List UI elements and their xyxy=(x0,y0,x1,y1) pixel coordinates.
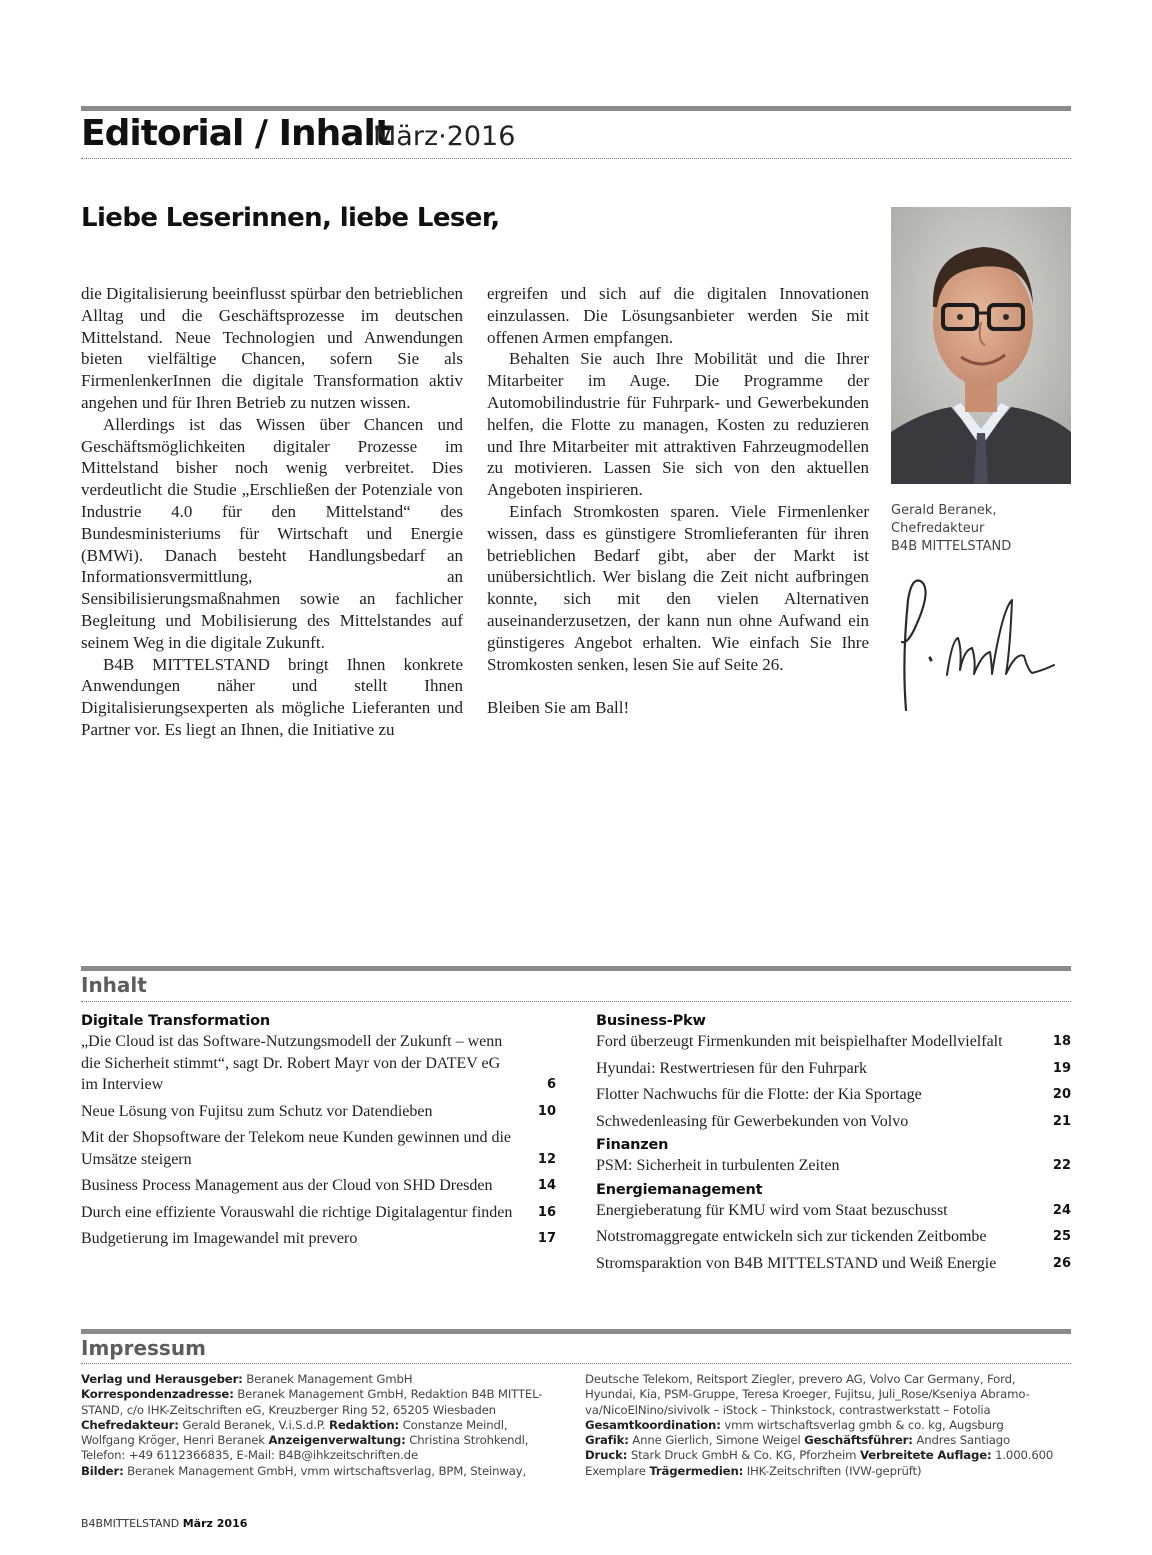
editorial-column-right xyxy=(487,283,869,719)
impressum-text: Beranek Management GmbH xyxy=(242,1372,413,1386)
author-photo xyxy=(891,207,1071,484)
editorial-paragraph: B4B MITTELSTAND bringt Ihnen konkrete Anwendungen näher und stellt Ihnen Digitalisierungsexperten als mögliche Lieferanten und Partner vor. Es liegt an Ihnen, die Initiative zu xyxy=(81,654,463,739)
toc-entry-title: PSM: Sicherheit in turbulenten Zeiten xyxy=(596,1157,840,1174)
toc-category: Energiemanagement xyxy=(596,1181,763,1198)
impressum-text: Hyundai, Kia, PSM-Gruppe, Teresa Kroeger, Fujitsu, Juli_Rose/Kseniya Abramo- xyxy=(585,1387,1030,1402)
impressum-text: Exemplare xyxy=(585,1463,650,1478)
toc-entry-title: Durch eine effiziente Vorauswahl die richtige Digitalagentur finden xyxy=(81,1203,513,1221)
toc-entry xyxy=(596,1111,1071,1133)
footer-issue: März 2016 xyxy=(182,1517,248,1530)
impressum-text: Deutsche Telekom, Reitsport Ziegler, prevero AG, Volvo Car Germany, Ford, xyxy=(585,1372,1016,1386)
portrait-image xyxy=(891,207,1071,484)
impressum-label: Verbreitete Auflage: xyxy=(859,1448,992,1463)
impressum-line xyxy=(585,1418,1067,1433)
impressum-label: Verlag und Herausgeber: xyxy=(81,1372,243,1386)
toc-entry xyxy=(596,1253,1071,1275)
impressum-text: Beranek Management GmbH, Redaktion B4B MITTEL- xyxy=(233,1387,543,1402)
editorial-paragraph: Allerdings ist das Wissen über Chancen und Geschäftsmöglichkeiten digitaler Prozesse im Mittelstand bisher noch wenig verbreitet. Dies verdeutlicht die Studie „Erschließen der Potenziale von Industrie 4.0 für den Mittelstand“ des Bundesministeriums für Wirtschaft und Energie (BMWi). Danach besteht Handlungsbedarf an Informationsvermittlung, an Sensibilisierungsmaßnahmen sowie an fachlicher Begleitung und Mobilisierung des Mittelstandes auf seinem Weg in die digitale Zukunft. xyxy=(81,414,463,652)
toc-entry-page: 26 xyxy=(1052,1255,1071,1271)
page-title: Editorial / Inhalt xyxy=(81,113,392,154)
toc-category: Finanzen xyxy=(596,1137,669,1153)
impressum-label: Chefredakteur: xyxy=(81,1417,179,1432)
impressum-text: Christina Strohkendl, xyxy=(405,1433,529,1448)
editorial-closing: Bleiben Sie am Ball! xyxy=(487,698,630,718)
impressum-label: Anzeigenverwaltung: xyxy=(268,1433,406,1448)
impressum-label: Trägermedien: xyxy=(649,1463,744,1478)
impressum-line xyxy=(585,1433,1067,1448)
toc-entry xyxy=(596,1226,1071,1248)
toc-entry-title: „Die Cloud ist das Software-Nutzungsmodell der Zukunft – wenn die Sicherheit stimmt“, sagt Dr. Robert Mayr von der DATEV eG im Interview xyxy=(81,1033,503,1093)
photo-caption xyxy=(891,502,1011,556)
toc-entry-title: Business Process Management aus der Cloud von SHD Dresden xyxy=(81,1177,493,1194)
impressum-line xyxy=(81,1403,563,1418)
editorial-paragraph: Einfach Stromkosten sparen. Viele Firmenlenker wissen, dass es günstigere Stromlieferanten für ihren betrieblichen Bedarf gibt, aber der Markt ist unübersichtlich. Wer bislang die Zeit nicht aufbringen konnte, sich mit den vielen Alternativen auseinanderzusetzen, der kann nun ohne Aufwand ein günstigeres Angebot erhalten. Wie einfach Sie Ihre Stromkosten senken, lesen Sie auf Seite 26. xyxy=(487,501,869,674)
editorial-paragraph: ergreifen und sich auf die digitalen Innovationen einzulassen. Die Lösungsanbieter werden Sie mit offenen Armen empfangen. xyxy=(487,284,869,347)
toc-top-rule xyxy=(81,966,1071,971)
editorial-paragraph: die Digitalisierung beeinflusst spürbar den betrieblichen Alltag und die Geschäftsprozesse im deutschen Mittelstand. Neue Technologien und Anwendungen bieten vielfältige Chancen, sofern Sie als FirmenlenkerInnen die digitale Transformation aktiv angehen und für Ihren Betrieb zu nutzen wissen. xyxy=(81,284,463,412)
impressum-text: STAND, c/o IHK-Zeitschriften eG, Kreuzberger Ring 52, 65205 Wiesbaden xyxy=(81,1402,496,1417)
impressum-top-rule xyxy=(81,1329,1071,1334)
toc-entry-title: Schwedenleasing für Gewerbekunden von Volvo xyxy=(596,1112,909,1130)
header-dotted-rule xyxy=(81,158,1071,159)
impressum-text: IHK-Zeitschriften (IVW-geprüft) xyxy=(743,1463,922,1478)
impressum-label: Bilder: xyxy=(81,1463,124,1478)
impressum-heading: Impressum xyxy=(81,1336,206,1360)
toc-entry-title: Stromsparaktion von B4B MITTELSTAND und Weiß Energie xyxy=(596,1254,997,1272)
toc-entry xyxy=(81,1031,556,1096)
toc-entry-title: Flotter Nachwuchs für die Flotte: der Kia Sportage xyxy=(596,1086,922,1103)
impressum-line xyxy=(585,1464,1067,1479)
toc-entry-page: 17 xyxy=(537,1231,556,1246)
toc-entry-page: 16 xyxy=(537,1204,556,1220)
impressum-text: va/NicoElNino/sivivolk – iStock – Thinkstock, contrastwerkstatt – Fotolia xyxy=(585,1402,991,1417)
impressum-label: Gesamtkoordination: xyxy=(585,1417,721,1432)
toc-entry xyxy=(596,1058,1071,1080)
toc-entry-page: 12 xyxy=(537,1151,556,1167)
toc-category: Digitale Transformation xyxy=(81,1013,271,1029)
impressum-line xyxy=(81,1418,563,1433)
impressum-text: Andres Santiago xyxy=(912,1433,1011,1448)
impressum-label: Geschäftsführer: xyxy=(804,1433,913,1448)
toc-entry-page: 25 xyxy=(1052,1229,1071,1244)
page-footer xyxy=(81,1517,247,1530)
caption-name: Gerald Beranek, xyxy=(891,503,997,518)
impressum-line xyxy=(585,1448,1067,1463)
impressum-line xyxy=(81,1433,563,1448)
impressum-line xyxy=(81,1387,563,1402)
toc-entry xyxy=(81,1127,556,1170)
toc-entry-page: 18 xyxy=(1052,1034,1071,1049)
impressum-text: 1.000.600 xyxy=(991,1448,1054,1463)
impressum-text: Anne Gierlich, Simone Weigel xyxy=(628,1433,805,1448)
impressum-column-right xyxy=(585,1372,1067,1479)
impressum-line xyxy=(81,1448,563,1463)
header-top-rule xyxy=(81,106,1071,111)
editorial-column-left xyxy=(81,283,463,741)
caption-publication: B4B MITTELSTAND xyxy=(891,539,1012,554)
signature-image xyxy=(892,570,1062,720)
toc-entry-page: 19 xyxy=(1052,1060,1071,1076)
toc-entry-title: Energieberatung für KMU wird vom Staat bezuschusst xyxy=(596,1201,948,1219)
impressum-line xyxy=(585,1387,1067,1402)
impressum-text: Stark Druck GmbH & Co. KG, Pforzheim xyxy=(627,1448,860,1463)
toc-category: Business-Pkw xyxy=(596,1013,706,1029)
toc-entry-page: 21 xyxy=(1052,1113,1071,1129)
toc-entry xyxy=(81,1202,556,1224)
impressum-text: Gerald Beranek, V.i.S.d.P. xyxy=(178,1417,329,1432)
impressum-text: vmm wirtschaftsverlag gmbh & co. kg, Augsburg xyxy=(720,1417,1004,1432)
toc-entry-title: Mit der Shopsoftware der Telekom neue Kunden gewinnen und die Umsätze steigern xyxy=(81,1129,512,1168)
toc-entry-page: 6 xyxy=(546,1077,556,1092)
toc-entry xyxy=(596,1155,1071,1177)
toc-entry-page: 14 xyxy=(537,1178,556,1193)
toc-entry-page: 20 xyxy=(1052,1087,1071,1102)
toc-entry xyxy=(81,1101,556,1123)
toc-entry-title: Notstromaggregate entwickeln sich zur tickenden Zeitbombe xyxy=(596,1228,987,1245)
impressum-dotted-rule xyxy=(81,1363,1071,1364)
toc-entry-title: Neue Lösung von Fujitsu zum Schutz vor Datendieben xyxy=(81,1102,433,1120)
toc-entry xyxy=(596,1200,1071,1222)
toc-entry-title: Budgetierung im Imagewandel mit prevero xyxy=(81,1230,358,1247)
toc-entry-page: 22 xyxy=(1052,1158,1071,1173)
editorial-headline: Liebe Leserinnen, liebe Leser, xyxy=(81,203,500,233)
impressum-label: Redaktion: xyxy=(328,1417,400,1432)
impressum-line xyxy=(81,1372,563,1387)
toc-entry xyxy=(81,1175,556,1197)
toc-entry-page: 10 xyxy=(537,1103,556,1119)
toc-entry xyxy=(596,1031,1071,1053)
issue-date: März·2016 xyxy=(373,121,516,152)
toc-column-right xyxy=(596,1011,1071,1279)
toc-entry xyxy=(81,1228,556,1250)
toc-dotted-rule xyxy=(81,1001,1071,1002)
toc-entry-title: Hyundai: Restwertriesen für den Fuhrpark xyxy=(596,1059,868,1077)
toc-column-left xyxy=(81,1011,556,1255)
caption-role: Chefredakteur xyxy=(891,521,985,536)
impressum-label: Grafik: xyxy=(585,1433,629,1448)
impressum-label: Korrespondenzadresse: xyxy=(81,1387,234,1402)
editorial-paragraph: Behalten Sie auch Ihre Mobilität und die Ihrer Mitarbeiter im Auge. Die Programme der Automobilindustrie für Fuhrpark- und Gewerbekunden helfen, die Flotte zu managen, Kosten zu reduzieren und Ihre Mitarbeiter mit attraktiven Fahrzeugmodellen zu motivieren. Lassen Sie sich von den aktuellen Angeboten inspirieren. xyxy=(487,349,869,500)
impressum-label: Druck: xyxy=(585,1448,628,1463)
toc-entry-title: Ford überzeugt Firmenkunden mit beispielhafter Modellvielfalt xyxy=(596,1033,1003,1050)
toc-heading: Inhalt xyxy=(81,973,147,997)
impressum-text: Telefon: +49 6112366835, E-Mail: B4B@ihkzeitschriften.de xyxy=(81,1448,418,1463)
impressum-column-left xyxy=(81,1372,563,1479)
impressum-text: Wolfgang Kröger, Henri Beranek xyxy=(81,1433,269,1448)
impressum-line xyxy=(81,1464,563,1479)
impressum-line xyxy=(585,1372,1067,1387)
footer-brand: B4BMITTELSTAND xyxy=(81,1517,180,1530)
toc-entry-page: 24 xyxy=(1052,1202,1071,1218)
impressum-text: Beranek Management GmbH, vmm wirtschaftsverlag, BPM, Steinway, xyxy=(123,1463,527,1478)
impressum-line xyxy=(585,1403,1067,1418)
toc-entry xyxy=(596,1084,1071,1106)
impressum-text: Constanze Meindl, xyxy=(399,1417,508,1432)
